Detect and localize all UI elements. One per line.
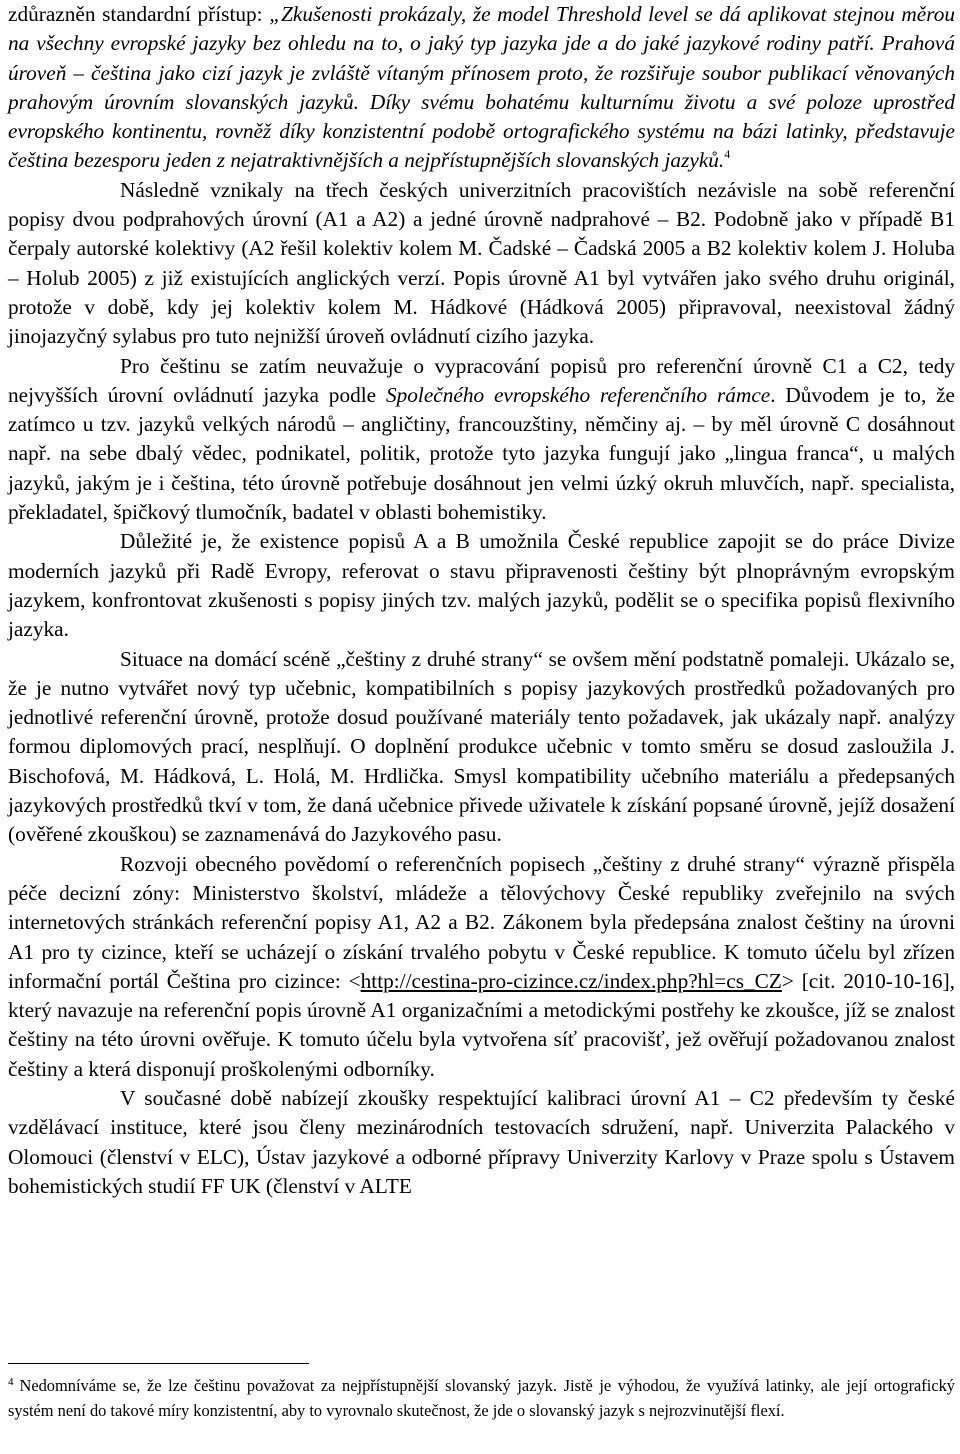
paragraph-6-part-2: > [cit. 2010-10-16], který navazuje na referenční popis úrovně A1 organizačními a metodickými postřehy ke zkoušce, jíž se znalost češtiny na této úrovni ověřuje. K tomuto účelu byla vytvořena síť pracovišť, jež ověřují požadovanou znalost češtiny a která disponují proškolenými odborníky. xyxy=(8,968,955,1081)
document-page xyxy=(8,0,956,1420)
paragraph-3-part-1: Pro češtinu se zatím neuvažuje o vypracování popisů pro referenční úrovně C1 a C2, tedy nejvyšších úrovní ovládnutí jazyka podle xyxy=(8,353,955,407)
paragraph-quote xyxy=(8,0,955,176)
portal-link[interactable]: http://cestina-pro-cizince.cz/index.php?hl=cs_CZ xyxy=(360,968,782,993)
paragraph-4: Důležité je, že existence popisů A a B umožnila České republice zapojit se do práce Divize moderních jazyků při Radě Evropy, referovat o stavu připravenosti češtiny být plnoprávným evropským jazykem, konfrontovat zkušenosti s popisy jiných tzv. malých jazyků, podělit se o specifika popisů flexivního jazyka. xyxy=(8,529,955,642)
paragraph-3-part-2: . Důvodem je to, že zatímco u tzv. jazyků velkých národů – angličtiny, francouzštiny, němčiny aj. – by měl úrovně C dosáhnout např. na sebe dbalý vědec, podnikatel, politik, protože tyto jazyka fungují jako „lingua franca“, u malých jazyků, jakým je i čeština, této úrovně potřebuje dosáhnout jen velmi úzký okruh mluvčích, např. specialista, překladatel, špičkový tlumočník, badatel v oblasti bohemistiky. xyxy=(8,382,955,525)
paragraph-3 xyxy=(8,352,955,528)
paragraph-6 xyxy=(8,850,955,1084)
footnote-reference[interactable]: 4 xyxy=(724,147,731,162)
paragraph-5: Situace na domácí scéně „češtiny z druhé strany“ se ovšem mění podstatně pomaleji. Ukázalo se, že je nutno vytvářet nový typ učebnic, kompatibilních s popisy jazykových prostředků požadovaných pro jednotlivé referenční úrovně, protože dosud používané materiály tento požadavek, jak ukázaly např. analýzy formou diplomových prací, nesplňují. O doplnění produkce učebnic v tomto směru se dosud zasloužila J. Bischofová, M. Hádková, L. Holá, M. Hrdlička. Smysl kompatibility učebního materiálu a předepsaných jazykových prostředků tkví v tom, že daná učebnice přivede uživatele k získání popsané úrovně, jejíž dosažení (ověřené zkouškou) se zaznamenává do Jazykového pasu. xyxy=(8,646,955,847)
paragraph-2: Následně vznikaly na třech českých univerzitních pracovištích nezávisle na sobě referenční popisy dvou podprahových úrovní (A1 a A2) a jedné úrovně nadprahové – B2. Podobně jako v případě B1 čerpaly autorské kolektivy (A2 řešil kolektiv kolem M. Čadské – Čadská 2005 a B2 kolektiv kolem J. Holuba – Holub 2005) z již existujících anglických verzí. Popis úrovně A1 byl vytvářen jako svého druhu originál, protože v době, kdy jej kolektiv kolem M. Hádkové (Hádková 2005) připravoval, neexistoval žádný jinojazyčný sylabus pro tuto nejnižší úroveň ovládnutí cizího jazyka. xyxy=(8,177,955,349)
footnote-area xyxy=(8,1363,955,1423)
footnote-text: Nedomníváme se, že lze češtinu považovat za nejpřístupnější slovanský jazyk. Jistě je výhodou, že využívá latinky, ale její ortografický systém není do takové míry konzistentní, aby to vyrovnalo skutečnost, že jde o slovanský jazyk s nejrozvinutější flexí. xyxy=(8,1376,955,1420)
footnote-separator xyxy=(8,1363,309,1364)
footnote-number: 4 xyxy=(8,1376,14,1388)
quotation-text: „Zkušenosti prokázaly, že model Threshold level se dá aplikovat stejnou měrou na všechny evropské jazyky bez ohledu na to, o jaký typ jazyka jde a do jaké jazykové rodiny patří. Prahová úroveň – čeština jako cizí jazyk je zvláště vítaným přínosem proto, že rozšiřuje soubor publikací věnovaných prahovým úrovním slovanských jazyků. Díky svému bohatému kulturnímu životu a své poloze uprostřed evropského kontinentu, rovněž díky konzistentní podobě ortografického systému na bázi latinky, představuje čeština bezesporu jeden z nejatraktivnějších a nejpřístupnějších slovanských jazyků. xyxy=(8,2,956,173)
cefr-title: Společného evropského referenčního rámce xyxy=(385,382,771,407)
footnote xyxy=(8,1374,955,1423)
paragraph-quote-lead: zdůrazněn standardní přístup: xyxy=(8,2,270,26)
paragraph-7: V současné době nabízejí zkoušky respektující kalibraci úrovní A1 – C2 především ty české vzdělávací instituce, které jsou členy mezinárodních testovacích sdružení, např. Univerzita Palackého v Olomouci (členství v ELC), Ústav jazykové a odborné přípravy Univerzity Karlovy v Praze spolu s Ústavem bohemistických studií FF UK (členství v ALTE xyxy=(8,1085,955,1198)
body-text xyxy=(8,0,955,1201)
paragraph-6-part-1: Rozvoji obecného povědomí o referenčních popisech „češtiny z druhé strany“ výrazně přispěla péče decizní zóny: Ministerstvo školství, mládeže a tělovýchovy České republiky zveřejnilo na svých internetových stránkách referenční popisy A1, A2 a B2. Zákonem byla předepsána znalost češtiny na úrovni A1 pro ty cizince, kteří se ucházejí o získání trvalého pobytu v České republice. K tomuto účelu byl zřízen informační portál Čeština pro cizince: < xyxy=(8,851,955,993)
